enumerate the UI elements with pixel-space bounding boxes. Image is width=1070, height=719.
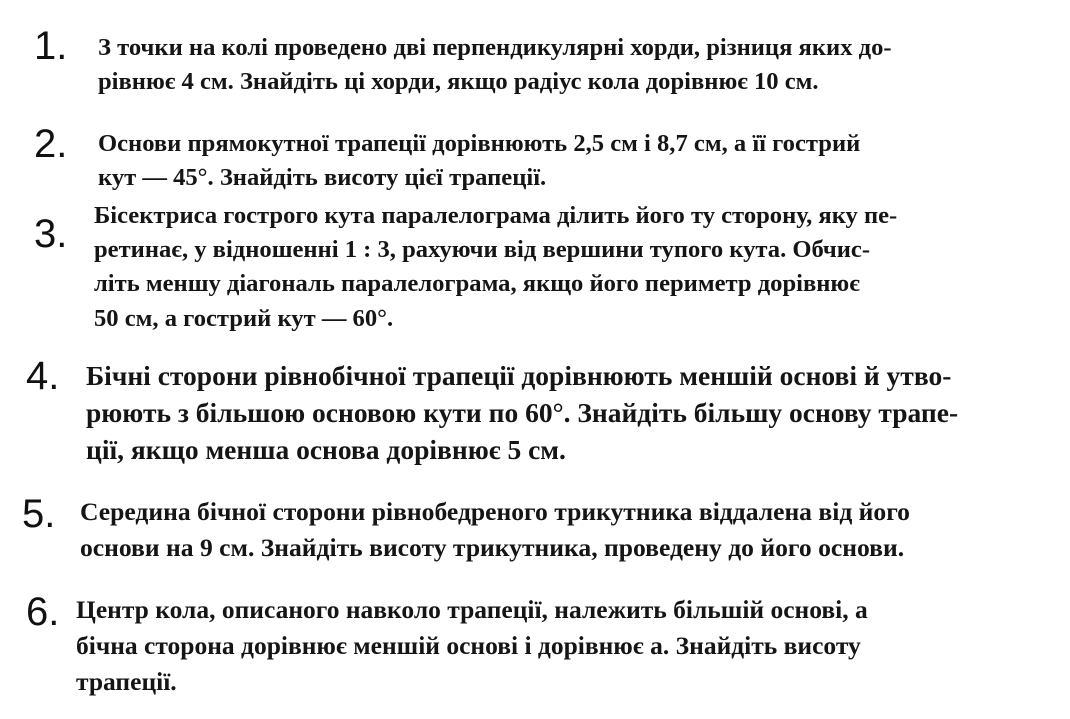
problem-text-line: Бісектриса гострого кута паралелограма ділить його ту сторону, яку пе- xyxy=(94,202,898,229)
problem-text-line: Центр кола, описаного навколо трапеції, належить більшій основі, а xyxy=(76,595,868,624)
problem-number: 2. xyxy=(34,122,68,166)
problem-text-line: рюють з більшою основою кути по 60°. Знайдіть більшу основу трапе- xyxy=(86,397,959,428)
problem-text-line: основи на 9 см. Знайдіть висоту трикутника, проведену до його основи. xyxy=(80,533,905,562)
problem-number: 5. xyxy=(22,492,56,536)
problem-text-line: Середина бічної сторони рівнобедреного трикутника віддалена від його xyxy=(80,497,910,526)
problem-number: 6. xyxy=(26,590,60,634)
problem-number: 1. xyxy=(34,24,68,68)
problem-text-line: 50 см, а гострий кут — 60°. xyxy=(94,305,394,332)
problem-text-line: Бічні сторони рівнобічної трапеції дорівнюють меншій основі й утво- xyxy=(86,360,952,391)
problem-text-line: бічна сторона дорівнює меншій основі і дорівнює a. Знайдіть висоту xyxy=(76,631,861,660)
problem-text-line: Основи прямокутної трапеції дорівнюють 2,5 см і 8,7 см, а її гострий xyxy=(98,130,861,157)
problem-text-line: рівнює 4 см. Знайдіть ці хорди, якщо радіус кола дорівнює 10 см. xyxy=(98,68,819,95)
problem-text-line: трапеції. xyxy=(76,667,177,696)
problem-text-line: ції, якщо менша основа дорівнює 5 см. xyxy=(86,434,566,465)
problem-number: 4. xyxy=(26,354,60,398)
problem-text-line: літь меншу діагональ паралелограма, якщо його периметр дорівнює xyxy=(94,270,860,297)
problem-text-line: кут — 45°. Знайдіть висоту цієї трапеції. xyxy=(98,164,547,191)
problem-text-line: З точки на колі проведено дві перпендикулярні хорди, різниця яких до- xyxy=(98,34,892,61)
problem-text-line: ретинає, у відношенні 1 : 3, рахуючи від вершини тупого кута. Обчис- xyxy=(94,236,871,263)
problem-number: 3. xyxy=(34,212,68,256)
